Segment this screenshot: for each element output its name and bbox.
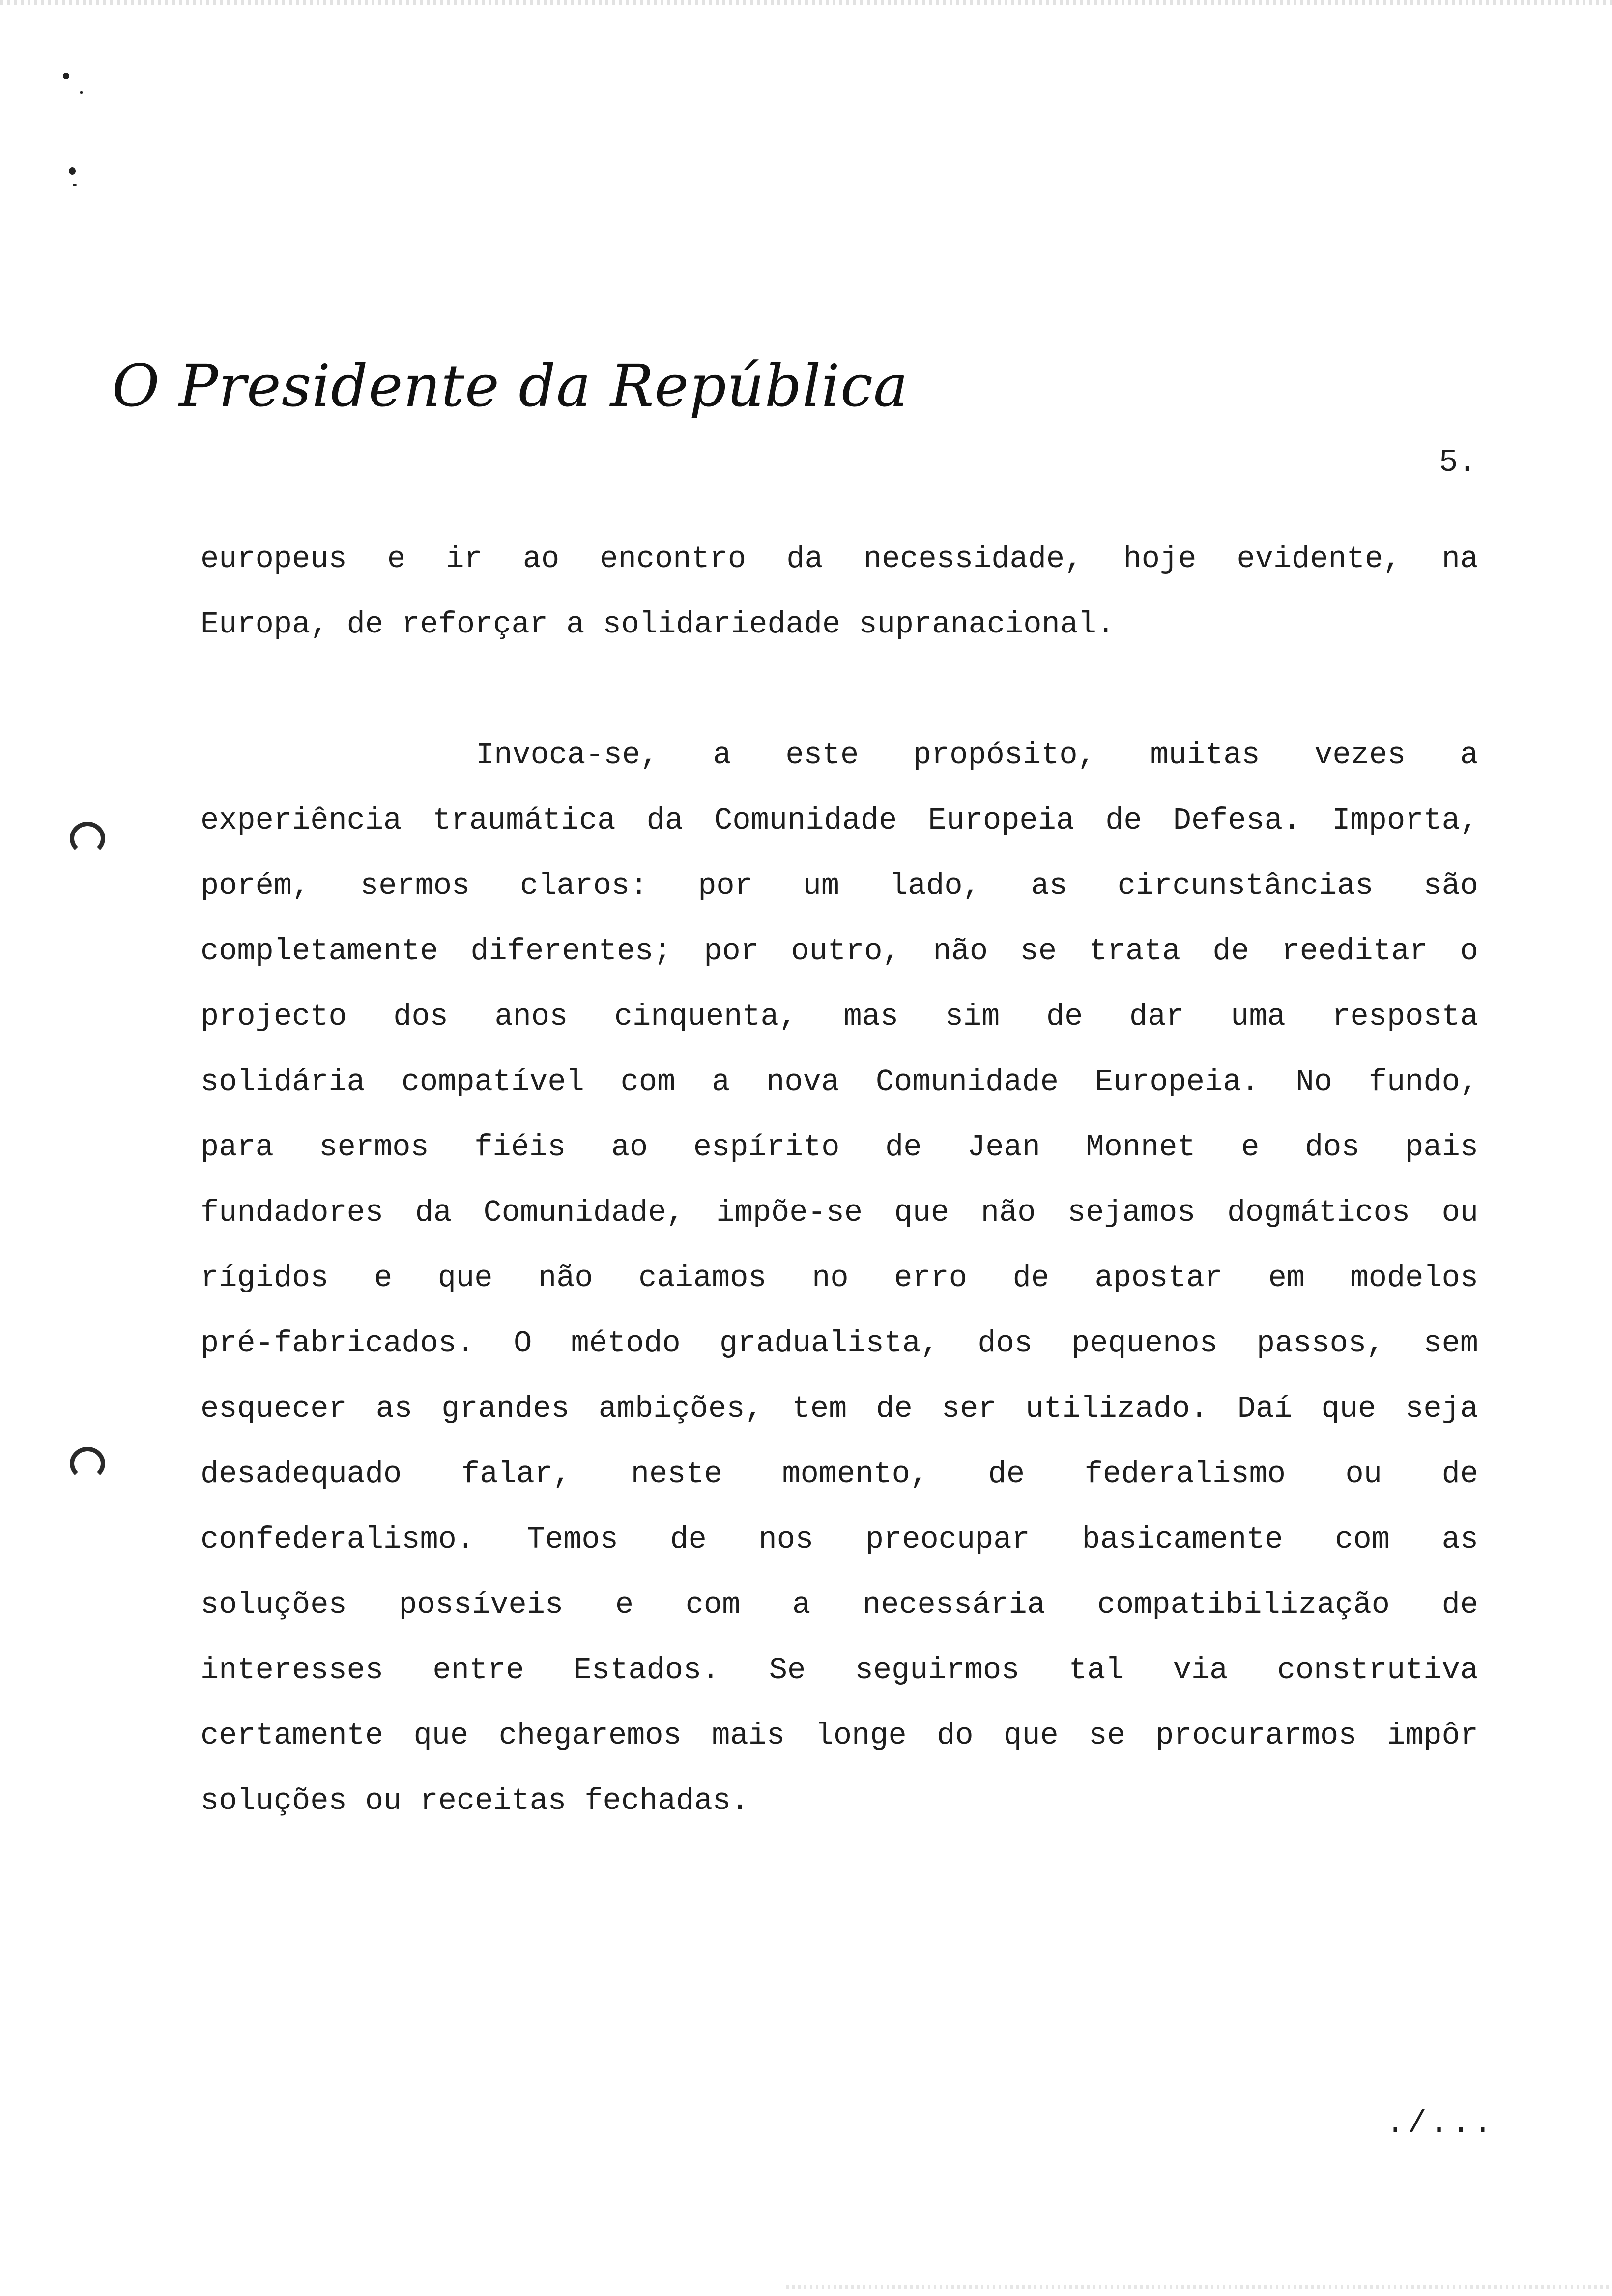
text-line: rígidos e que não caiamos no erro de apostar em modelos xyxy=(201,1261,1478,1295)
text-line: interesses entre Estados. Se seguirmos tal via construtiva xyxy=(201,1653,1478,1688)
margin-mark xyxy=(63,73,69,79)
margin-mark xyxy=(69,167,76,175)
text-line: certamente que chegaremos mais longe do que se procurarmos impôr xyxy=(201,1718,1478,1753)
text-line: porém, sermos claros: por um lado, as circunstâncias são xyxy=(201,868,1478,903)
text-line: pré-fabricados. O método gradualista, dos pequenos passos, sem xyxy=(201,1326,1478,1361)
text-line: desadequado falar, neste momento, de federalismo ou de xyxy=(201,1457,1478,1492)
text-line: esquecer as grandes ambições, tem de ser utilizado. Daí que seja xyxy=(201,1391,1478,1426)
punch-hole xyxy=(70,1447,105,1480)
margin-mark xyxy=(80,91,83,94)
scan-edge-bottom xyxy=(786,2285,1612,2289)
text-line: Invoca-se, a este propósito, muitas vezes a xyxy=(476,738,1478,773)
margin-mark xyxy=(73,184,77,186)
text-line: completamente diferentes; por outro, não se trata de reeditar o xyxy=(201,934,1478,969)
text-line: soluções ou receitas fechadas. xyxy=(201,1783,749,1818)
text-line: soluções possíveis e com a necessária compatibilização de xyxy=(201,1587,1478,1622)
text-line: experiência traumática da Comunidade Europeia de Defesa. Importa, xyxy=(201,803,1478,838)
text-line: projecto dos anos cinquenta, mas sim de dar uma resposta xyxy=(201,999,1478,1034)
letterhead-title: O Presidente da República xyxy=(112,352,909,420)
text-line: para sermos fiéis ao espírito de Jean Monnet e dos pais xyxy=(201,1130,1478,1165)
page-number: 5. xyxy=(1439,445,1477,481)
text-line: confederalismo. Temos de nos preocupar basicamente com as xyxy=(201,1522,1478,1557)
punch-hole xyxy=(70,822,105,855)
text-line: solidária compatível com a nova Comunidade Europeia. No fundo, xyxy=(201,1064,1478,1099)
text-line: Europa, de reforçar a solidariedade supranacional. xyxy=(201,607,1115,642)
text-line: europeus e ir ao encontro da necessidade, hoje evidente, na xyxy=(201,542,1478,576)
continuation-mark: ./... xyxy=(1386,2106,1496,2142)
text-line: fundadores da Comunidade, impõe-se que não sejamos dogmáticos ou xyxy=(201,1195,1478,1230)
scan-edge-top xyxy=(0,0,1612,5)
